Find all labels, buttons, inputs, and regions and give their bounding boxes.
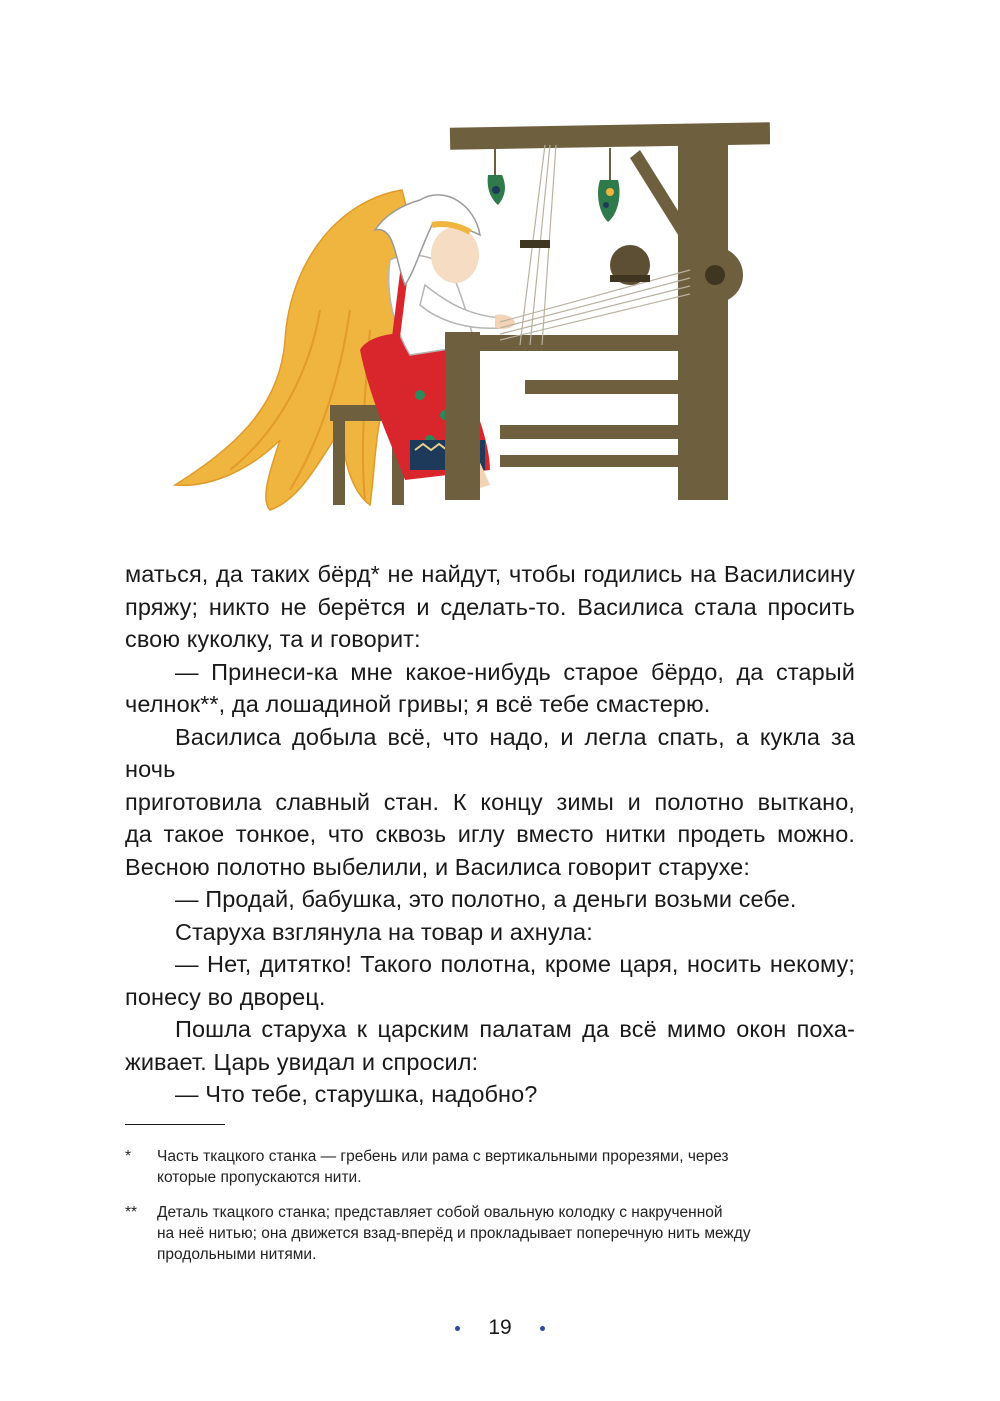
page-number-row [0, 1316, 1000, 1340]
loom-illustration [170, 110, 770, 530]
bullet-dot-icon [455, 1326, 460, 1331]
paragraph-4 [125, 883, 855, 916]
line: челнок**, да лошадиной гривы; я всё тебе смастерю. [125, 691, 711, 717]
line: свою куколку, та и говорит: [125, 626, 421, 652]
footnote-line: Деталь ткацкого станка; представляет собой овальную колодку с накрученной [157, 1204, 723, 1221]
face [431, 227, 479, 283]
line: да такое тонкое, что сквозь иглу вместо нитки продеть можно. [125, 821, 855, 847]
footnote-line: Часть ткацкого станка — гребень или рама с вертикальными прорезями, через [157, 1148, 729, 1165]
footnote-line: на неё нитью; она движется взад-вперёд и прокладывает поперечную нить между [157, 1225, 751, 1242]
footnote-1 [125, 1146, 865, 1188]
line: — Нет, дитятко! Такого полотна, кроме царя, носить некому; [175, 951, 855, 977]
bullet-dot-icon [540, 1326, 545, 1331]
paragraph-8 [125, 1078, 855, 1111]
line: маться, да таких бёрд* не найдут, чтобы годились на Василисину [125, 561, 855, 587]
line: понесу во дворец. [125, 983, 326, 1010]
footnote-2 [125, 1202, 865, 1265]
footnote-line: продольными нитями. [157, 1246, 317, 1263]
paragraph-6 [125, 948, 855, 1013]
line: Старуха взглянула на товар и ахнула: [175, 918, 593, 945]
line: приготовила славный стан. К концу зимы и полотно выткано, [125, 788, 855, 815]
hanging-herbs-left [488, 148, 505, 205]
line: пряжу; никто не берётся и сделать-то. Василиса стала просить [125, 593, 855, 620]
hanging-herbs-right [598, 148, 620, 222]
paragraph-3 [125, 721, 855, 884]
line: — Что тебе, старушка, надобно? [175, 1081, 538, 1107]
footnote-line: которые пропускаются нити. [157, 1169, 362, 1186]
footnote-mark: * [125, 1148, 132, 1165]
paragraph-2 [125, 656, 855, 721]
footnote-mark: ** [125, 1204, 138, 1221]
line: живает. Царь увидал и спросил: [125, 1048, 479, 1075]
story-text [125, 558, 855, 1111]
page-number: 19 [488, 1316, 512, 1339]
paragraph-1 [125, 558, 855, 656]
line: Василиса добыла всё, что надо, и легла спать, а кукла за ночь [125, 723, 855, 782]
paragraph-7 [125, 1013, 855, 1078]
paragraph-5 [125, 916, 855, 949]
line: Весною полотно выбелили, и Василиса говорит старухе: [125, 853, 750, 880]
footnote-divider [125, 1124, 225, 1125]
line: Пошла старуха к царским палатам да всё мимо окон поха- [175, 1016, 855, 1042]
line: — Продай, бабушка, это полотно, а деньги возьми себе. [175, 886, 797, 912]
line: — Принеси-ка мне какое-нибудь старое бёрдо, да старый [175, 658, 855, 685]
